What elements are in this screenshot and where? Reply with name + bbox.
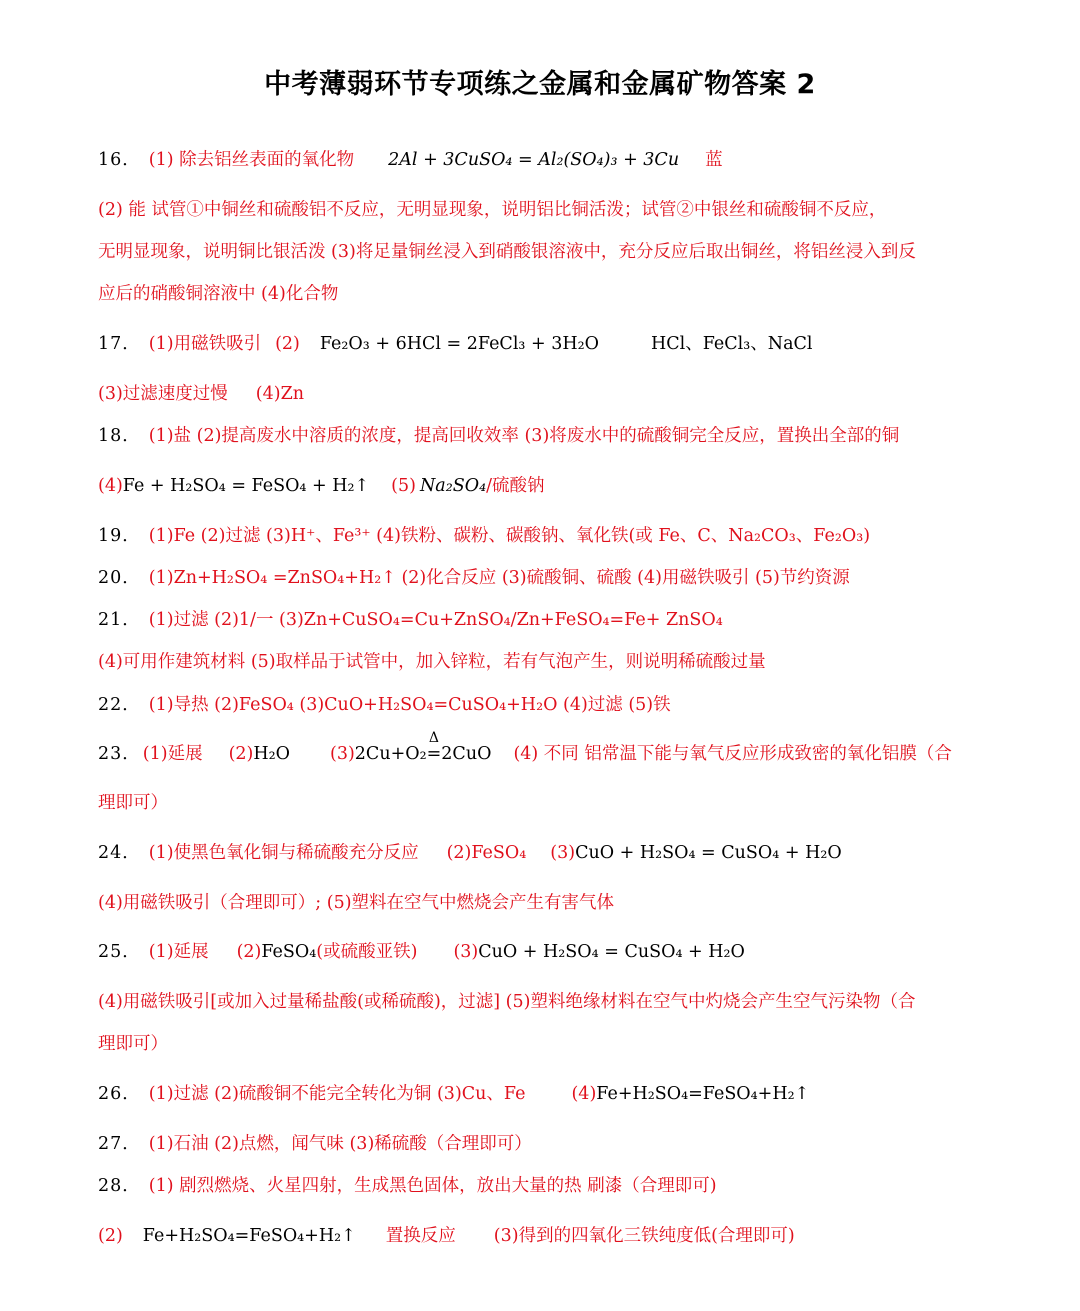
q23-a4: (4) 不同 铝常温下能与氧气反应形成致密的氧化铝膜（合 [513,744,952,764]
q22-line [98,693,1000,717]
q25-a2-text: (或硫酸亚铁) [316,942,418,962]
q21-line1 [98,608,1000,632]
q16-line1 [98,148,1000,172]
q22-number: 22． [98,695,141,715]
q24-a3: (3) [550,843,576,863]
q25-line3: 理即可） [98,1034,168,1054]
q22-text: (1)导热 (2)FeSO₄ (3)CuO+H₂SO₄=CuSO₄+H₂O (4)过滤 (5)铁 [148,695,671,715]
q28-line1 [98,1174,1000,1198]
q17-a1: (1)用磁铁吸引 [148,334,262,354]
q25-line1 [98,940,1000,964]
q23-eq-sign: Δ = [427,742,442,766]
q17-a3: (3)过滤速度过慢 [98,384,228,404]
q17-line1 [98,332,1000,356]
q27-line [98,1132,1000,1156]
q25-a3: (3) [453,942,479,962]
q28-a2: (2) [98,1226,123,1246]
heat-delta-symbol: Δ [428,730,440,746]
q28-number: 28． [98,1176,141,1196]
q17-solutes: HCl、FeCl₃、NaCl [650,334,813,354]
q18-number: 18． [98,426,141,446]
q18-equation: Fe + H₂SO₄ = FeSO₄ + H₂↑ [122,476,370,496]
q24-a1: (1)使黑色氧化铜与稀硫酸充分反应 [148,843,419,863]
q23-number: 23． [98,744,141,764]
q25-a2-formula: FeSO₄ [261,942,317,962]
q25-a2: (2) [236,942,262,962]
q24-line2: (4)用磁铁吸引（合理即可）; (5)塑料在空气中燃烧会产生有害气体 [98,893,615,913]
q20-line [98,566,1000,590]
q27-text: (1)石油 (2)点燃，闻气味 (3)稀硫酸（合理即可） [148,1134,532,1154]
q17-equation: Fe₂O₃ + 6HCl = 2FeCl₃ + 3H₂O [319,334,599,354]
q25-a1: (1)延展 [148,942,209,962]
q18-a5-text: /硫酸钠 [486,476,545,496]
q17-line2 [98,382,1000,406]
q16-line2: (2) 能 试管①中铜丝和硫酸铝不反应，无明显现象，说明铝比铜活泼；试管②中银丝和硫酸铜不反应， [98,200,887,220]
q20-text: (1)Zn+H₂SO₄ =ZnSO₄+H₂↑ (2)化合反应 (3)硫酸铜、硫酸 (4)用磁铁吸引 (5)节约资源 [148,568,850,588]
q18-a4: (4) [98,476,123,496]
q23-line2: 理即可） [98,793,168,813]
q28-line2 [98,1224,1000,1248]
q16-line3: 无明显现象，说明铜比银活泼 (3)将足量铜丝浸入到硝酸银溶液中，充分反应后取出铜丝，将铝丝浸入到反 [98,242,916,262]
q24-line1 [98,841,1000,865]
q21-text: (1)过滤 (2)1/一 (3)Zn+CuSO₄=Cu+ZnSO₄/Zn+FeSO₄=Fe+ ZnSO₄ [148,610,723,630]
q19-line [98,524,1000,548]
q28-type: 置换反应 [385,1226,456,1246]
q18-line1 [98,424,1000,448]
q28-equation: Fe+H₂SO₄=FeSO₄+H₂↑ [142,1226,356,1246]
q25-number: 25． [98,942,141,962]
q18-line2 [98,474,1000,498]
q19-number: 19． [98,526,141,546]
q17-number: 17． [98,334,141,354]
q16-a1: (1) 除去铝丝表面的氧化物 [148,150,355,170]
q19-text: (1)Fe (2)过滤 (3)H⁺、Fe³⁺ (4)铁粉、碳粉、碳酸钠、氧化铁(或 Fe、C、Na₂CO₃、Fe₂O₃) [148,526,871,546]
q25-equation: CuO + H₂SO₄ = CuSO₄ + H₂O [478,942,745,962]
q28-text: (1) 剧烈燃烧、火星四射，生成黑色固体，放出大量的热 刷漆（合理即可) [148,1176,717,1196]
q16-equation: 2Al + 3CuSO₄ = Al₂(SO₄)₃ + 3Cu [388,150,680,170]
q28-a3: (3)得到的四氧化三铁纯度低(合理即可) [493,1226,795,1246]
q26-line [98,1082,1000,1106]
q26-equation: Fe+H₂SO₄=FeSO₄+H₂↑ [596,1084,810,1104]
q16-number: 16． [98,150,141,170]
q16-color: 蓝 [705,150,723,170]
q26-number: 26． [98,1084,141,1104]
q16-line4: 应后的硝酸铜溶液中 (4)化合物 [98,284,339,304]
q26-a4: (4) [571,1084,597,1104]
q24-equation: CuO + H₂SO₄ = CuSO₄ + H₂O [575,843,842,863]
q21-line2: (4)可用作建筑材料 (5)取样品于试管中，加入锌粒，若有气泡产生，则说明稀硫酸过量 [98,652,766,672]
q23-a2: (2) [228,744,254,764]
q23-a2-formula: H₂O [253,744,290,764]
q25-line2: (4)用磁铁吸引[或加入过量稀盐酸(或稀硫酸)，过滤] (5)塑料绝缘材料在空气中灼烧会产生空气污染物（合 [98,992,916,1012]
q17-a4: (4)Zn [255,384,305,404]
q18-a5-formula: Na₂SO₄ [419,476,487,496]
q24-number: 24． [98,843,141,863]
q26-text: (1)过滤 (2)硫酸铜不能完全转化为铜 (3)Cu、Fe [148,1084,526,1104]
q23-a3: (3) [330,744,355,764]
q21-number: 21． [98,610,141,630]
q18-a5: (5) [391,476,416,496]
page-title: 中考薄弱环节专项练之金属和金属矿物答案 2 [264,69,816,100]
q24-a2: (2)FeSO₄ [446,843,527,863]
q23-eq-left: 2Cu+O₂ [354,744,427,764]
q27-number: 27． [98,1134,141,1154]
q23-a1: (1)延展 [142,744,203,764]
q20-number: 20． [98,568,141,588]
q23-eq-right: 2CuO [441,744,492,764]
q23-line1 [98,730,1000,766]
q17-a2: (2) [275,334,300,354]
q18-text: (1)盐 (2)提高废水中溶质的浓度，提高回收效率 (3)将废水中的硫酸铜完全反应，置换出全部的铜 [148,426,900,446]
